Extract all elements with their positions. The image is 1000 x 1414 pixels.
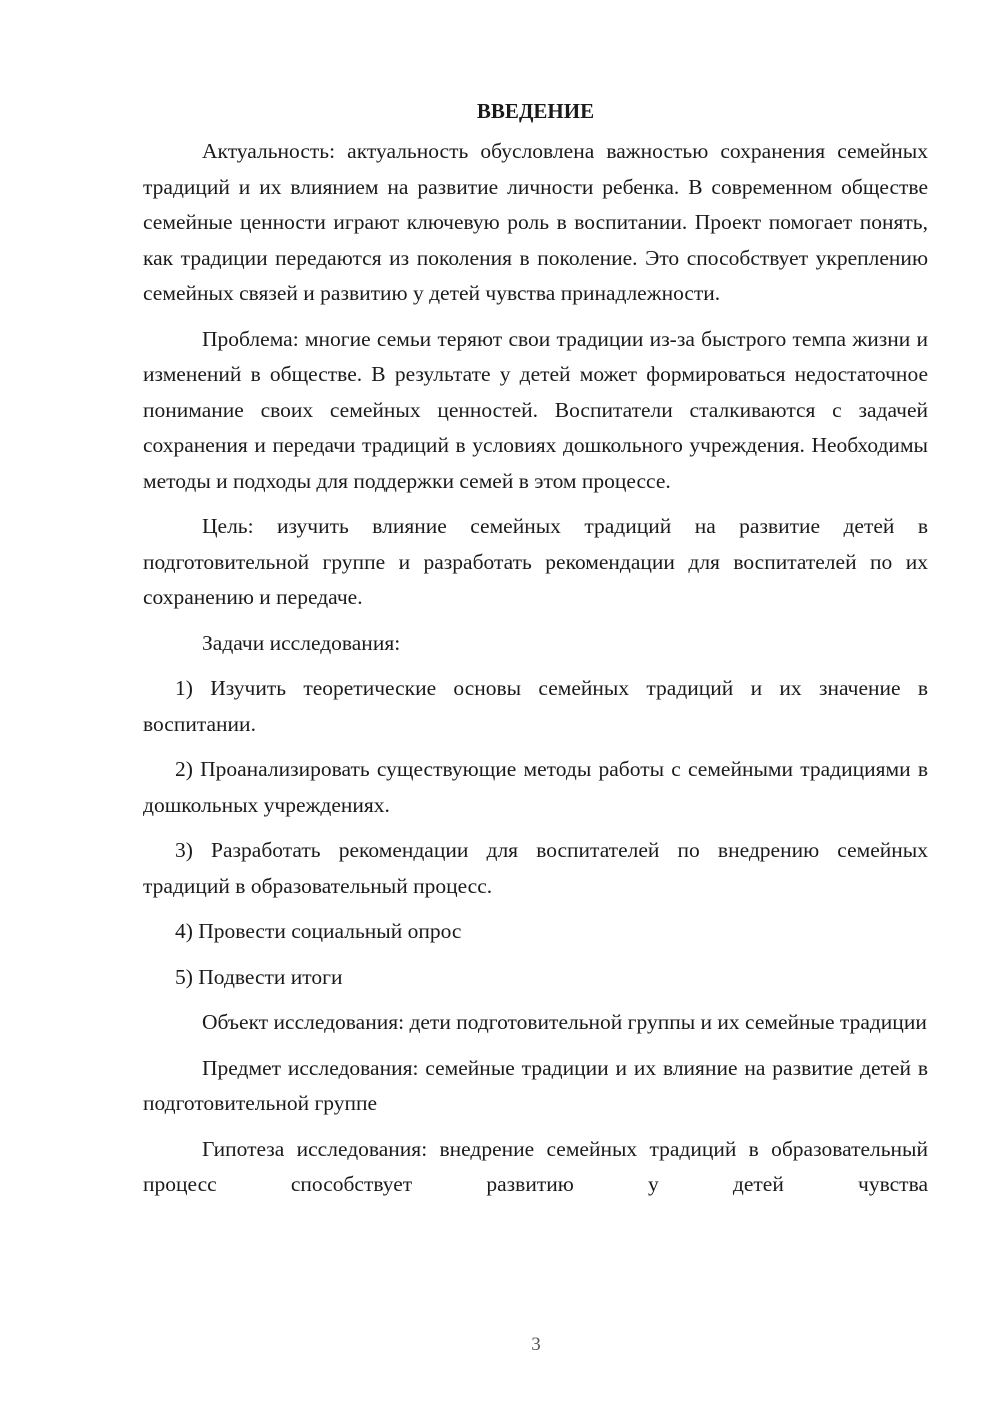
paragraph-object: Объект исследования: дети подготовительной группы и их семейные традиции bbox=[202, 1010, 927, 1034]
tasks-heading: Задачи исследования: bbox=[202, 630, 401, 655]
task-item-2: 2) Проанализировать существующие методы работы с семейными традициями в дошкольных учреждениях. bbox=[143, 757, 928, 817]
paragraph-hypothesis: Гипотеза исследования: внедрение семейных традиций в образовательный процесс способствует развитию у детей чувства bbox=[143, 1136, 928, 1196]
task-item-3: 3) Разработать рекомендации для воспитателей по внедрению семейных традиций в образовательный процесс. bbox=[143, 838, 928, 898]
paragraph-problem: Проблема: многие семьи теряют свои традиции из-за быстрого темпа жизни и изменений в обществе. В результате у детей может формироваться недостаточное понимание своих семейных ценностей. Воспитатели сталкиваются с задачей сохранения и передачи традиций в условиях дошкольного учреждения. Необходимы методы и подходы для поддержки семей в этом процессе. bbox=[143, 326, 928, 493]
task-item-5: 5) Подвести итоги bbox=[175, 964, 343, 989]
task-item-1: 1) Изучить теоретические основы семейных традиций и их значение в воспитании. bbox=[143, 676, 928, 736]
paragraph-subject: Предмет исследования: семейные традиции и их влияние на развитие детей в подготовительной группе bbox=[143, 1055, 928, 1115]
task-item-4: 4) Провести социальный опрос bbox=[175, 919, 462, 943]
paragraph-relevance: Актуальность: актуальность обусловлена важностью сохранения семейных традиций и их влиянием на развитие личности ребенка. В современном обществе семейные ценности играют ключевую роль в воспитании. Проект помогает понять, как традиции передаются из поколения в поколение. Это способствует укреплению семейных связей и развитию у детей чувства принадлежности. bbox=[143, 139, 928, 305]
page-number: 3 bbox=[531, 1334, 541, 1355]
paragraph-goal: Цель: изучить влияние семейных традиций на развитие детей в подготовительной группе и разработать рекомендации для воспитателей по их сохранению и передаче. bbox=[143, 514, 928, 609]
page-title: ВВЕДЕНИЕ bbox=[476, 99, 595, 123]
document-page bbox=[143, 94, 928, 1213]
